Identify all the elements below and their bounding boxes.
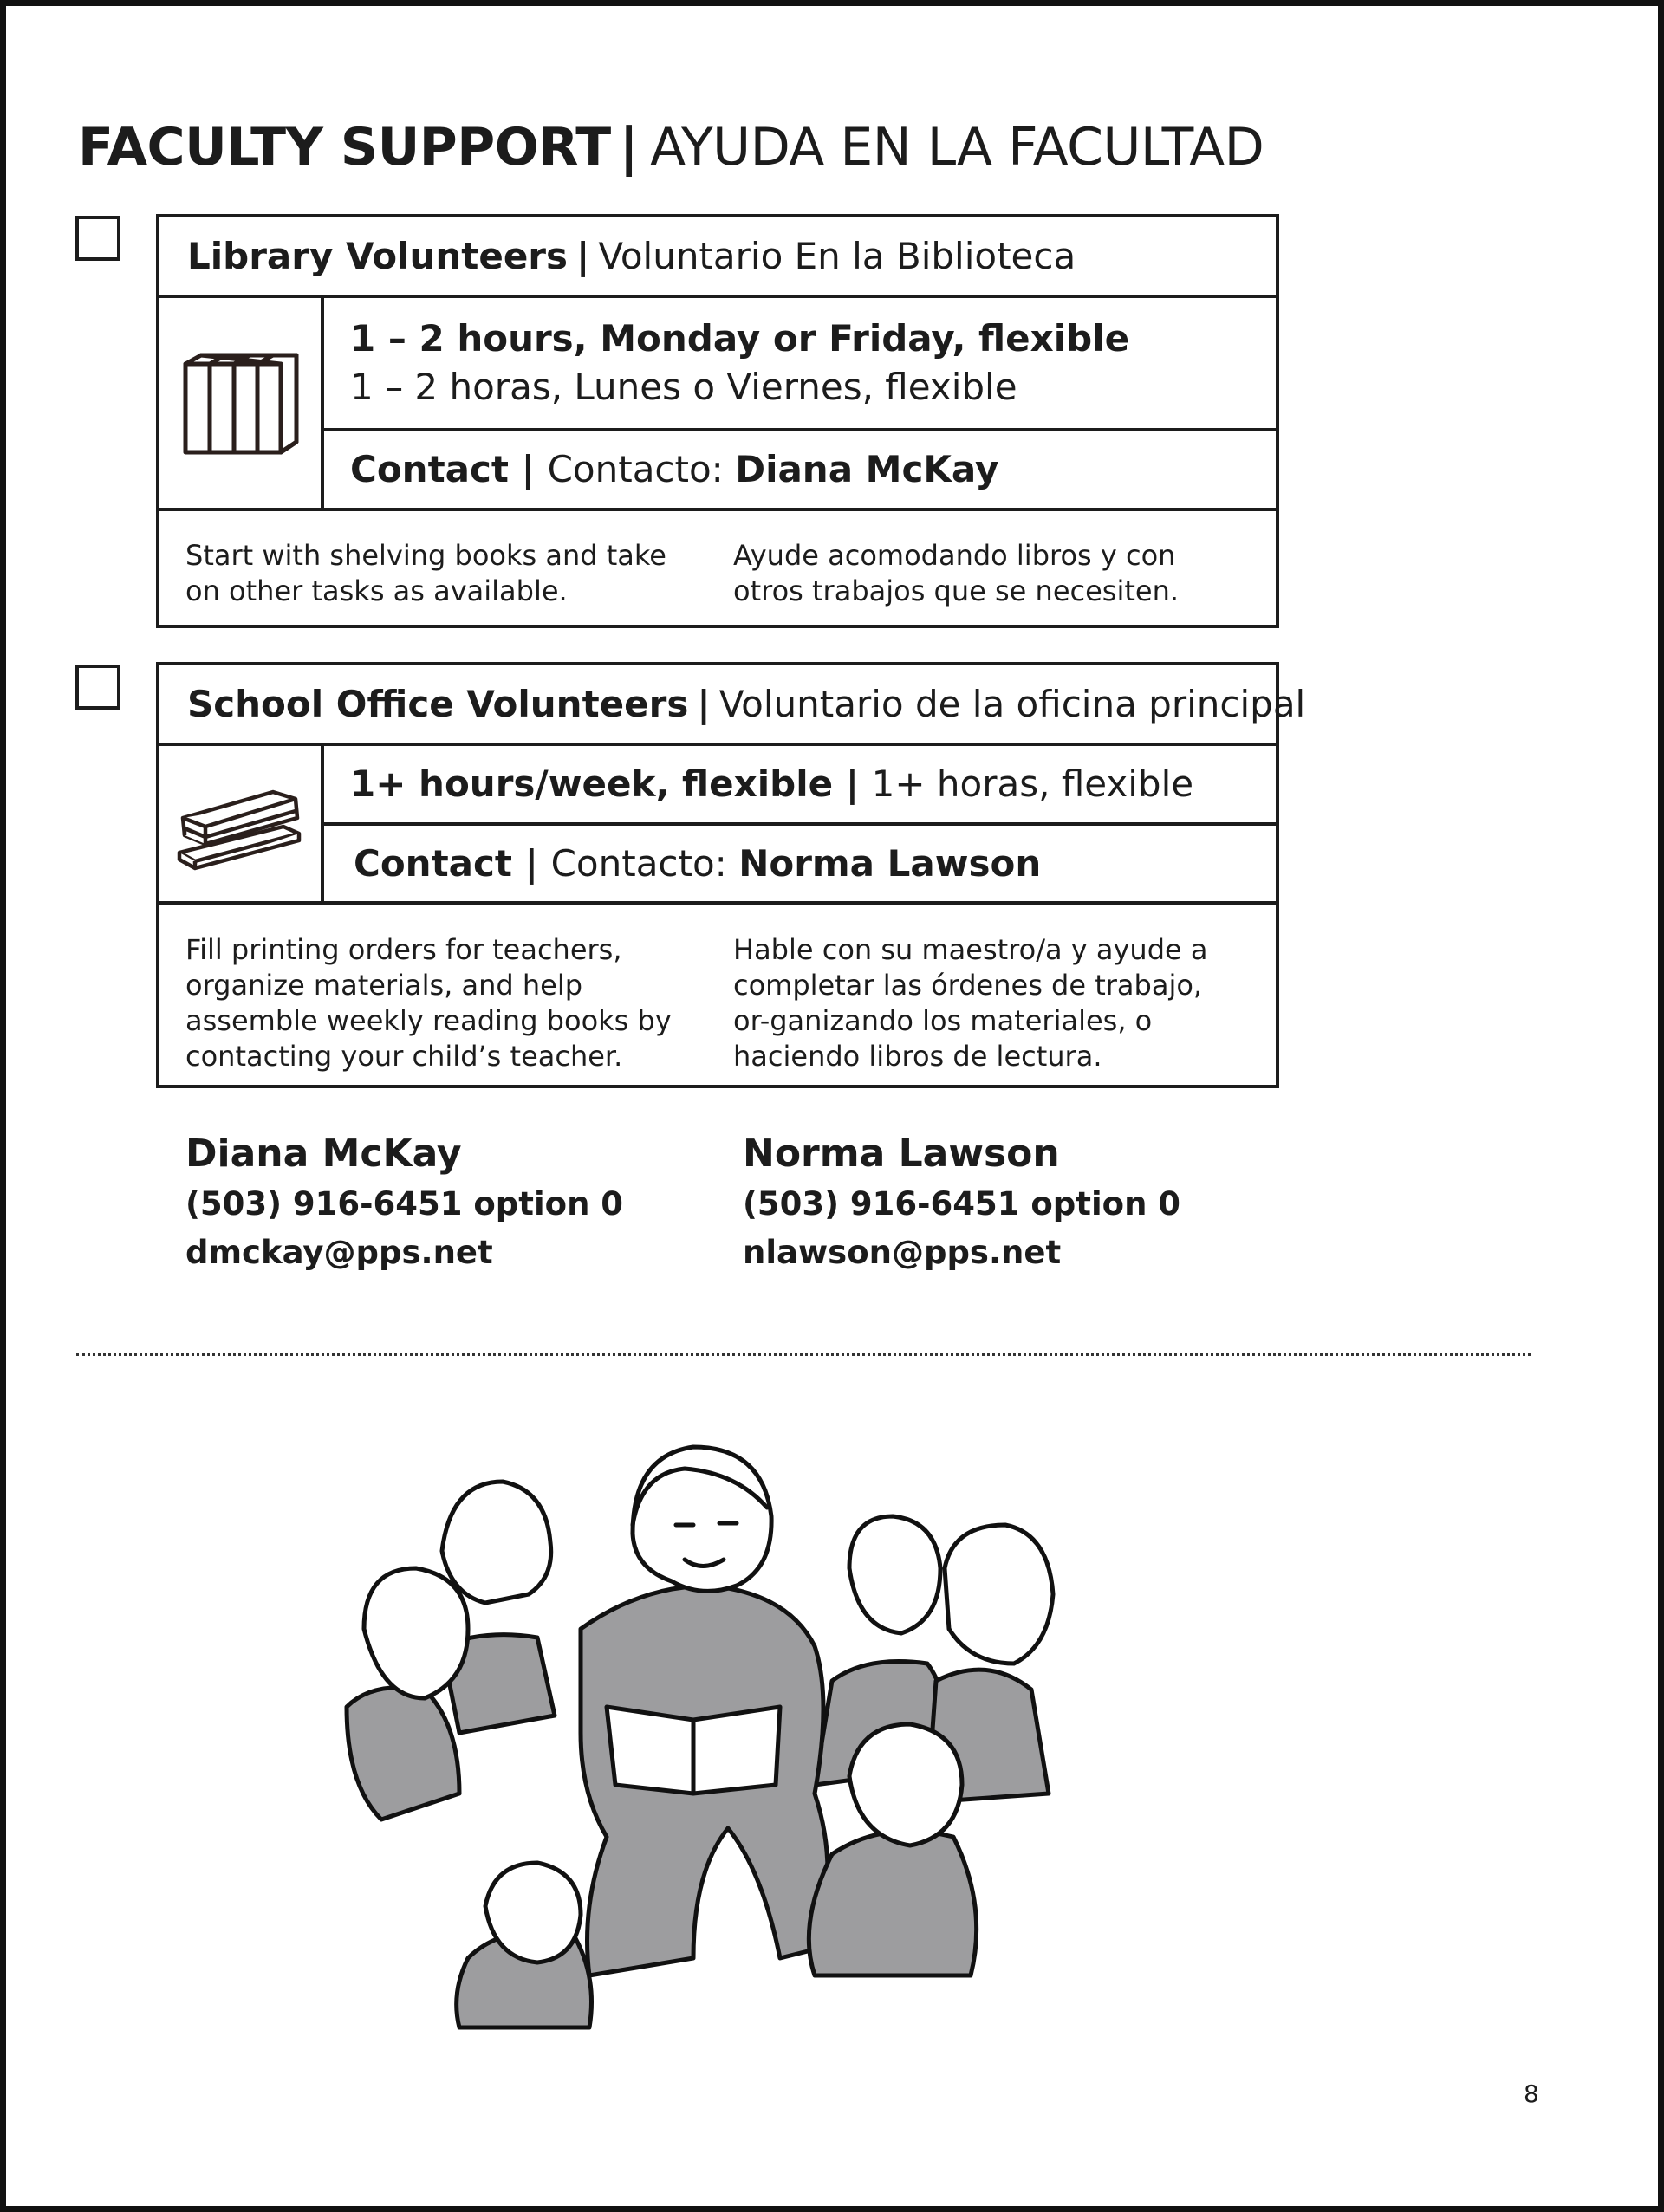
contact-phone[interactable]: (503) 916-6451 option 0 (185, 1185, 624, 1223)
description-english: Fill printing orders for teachers, organize materials, and help assemble weekly reading books by contacting your child’s teacher. (185, 933, 672, 1073)
books-icon-cell (159, 298, 324, 511)
heading-english: Library Volunteers (187, 235, 569, 277)
contact-email[interactable]: nlawson@pps.net (743, 1234, 1062, 1271)
stapler-icon (171, 776, 309, 872)
contact-phone[interactable]: (503) 916-6451 option 0 (743, 1185, 1181, 1223)
heading-spanish: Voluntario de la oficina principal (718, 683, 1306, 725)
time-english: 1+ hours/week, flexible (350, 762, 834, 805)
contact-name: Diana McKay (185, 1132, 462, 1176)
library-volunteers-card (156, 214, 1279, 628)
library-volunteers-checkbox[interactable] (75, 216, 120, 261)
contact-cell: Contact | Contacto: Diana McKay (324, 431, 1276, 511)
heading-spanish: Voluntario En la Biblioteca (598, 235, 1076, 277)
description-spanish: Hable con su maestro/a y ayude a completar las órdenes de trabajo, or-ganizando los materiales, o haciendo libros de lectura. (733, 933, 1208, 1073)
description-english: Start with shelving books and take on other tasks as available. (185, 539, 666, 607)
teacher-reading-illustration (329, 1421, 1161, 2053)
page-title (78, 117, 1264, 178)
stapler-icon-cell (159, 746, 324, 905)
time-cell: 1+ hours/week, flexible | 1+ horas, flexible (324, 746, 1276, 826)
contact-block-norma (743, 1128, 1180, 1277)
contact-label-spanish: Contacto: (547, 448, 724, 490)
dotted-divider (76, 1353, 1531, 1356)
heading-separator: | (576, 235, 590, 277)
time-spanish: 1 – 2 horas, Lunes o Viernes, flexible (350, 366, 1017, 408)
contact-label: Contact (350, 448, 509, 490)
contact-email[interactable]: dmckay@pps.net (185, 1234, 493, 1271)
contact-label-spanish: Contacto: (550, 841, 727, 885)
page-number: 8 (1524, 2079, 1539, 2108)
contact-name: Norma Lawson (743, 1132, 1060, 1176)
card-heading (159, 665, 1306, 746)
contact-name: Diana McKay (735, 448, 999, 490)
contact-block-diana (185, 1128, 623, 1277)
heading-english: School Office Volunteers (187, 683, 689, 725)
time-english: 1 – 2 hours, Monday or Friday, flexible (350, 317, 1130, 360)
heading-separator: | (697, 683, 711, 725)
school-office-volunteers-card (156, 662, 1306, 1088)
time-spanish: 1+ horas, flexible (871, 762, 1194, 805)
title-separator: | (619, 117, 639, 178)
description-spanish: Ayude acomodando libros y con otros trabajos que se necesiten. (733, 539, 1180, 607)
books-icon (175, 338, 305, 468)
title-spanish: AYUDA EN LA FACULTAD (650, 117, 1264, 178)
title-english: FACULTY SUPPORT (78, 117, 611, 178)
contact-cell: Contact | Contacto: Norma Lawson (324, 826, 1276, 905)
school-office-volunteers-checkbox[interactable] (75, 665, 120, 710)
contact-label: Contact (354, 841, 512, 885)
card-heading (159, 217, 1276, 298)
contact-name: Norma Lawson (738, 841, 1042, 885)
time-cell (324, 298, 1276, 431)
